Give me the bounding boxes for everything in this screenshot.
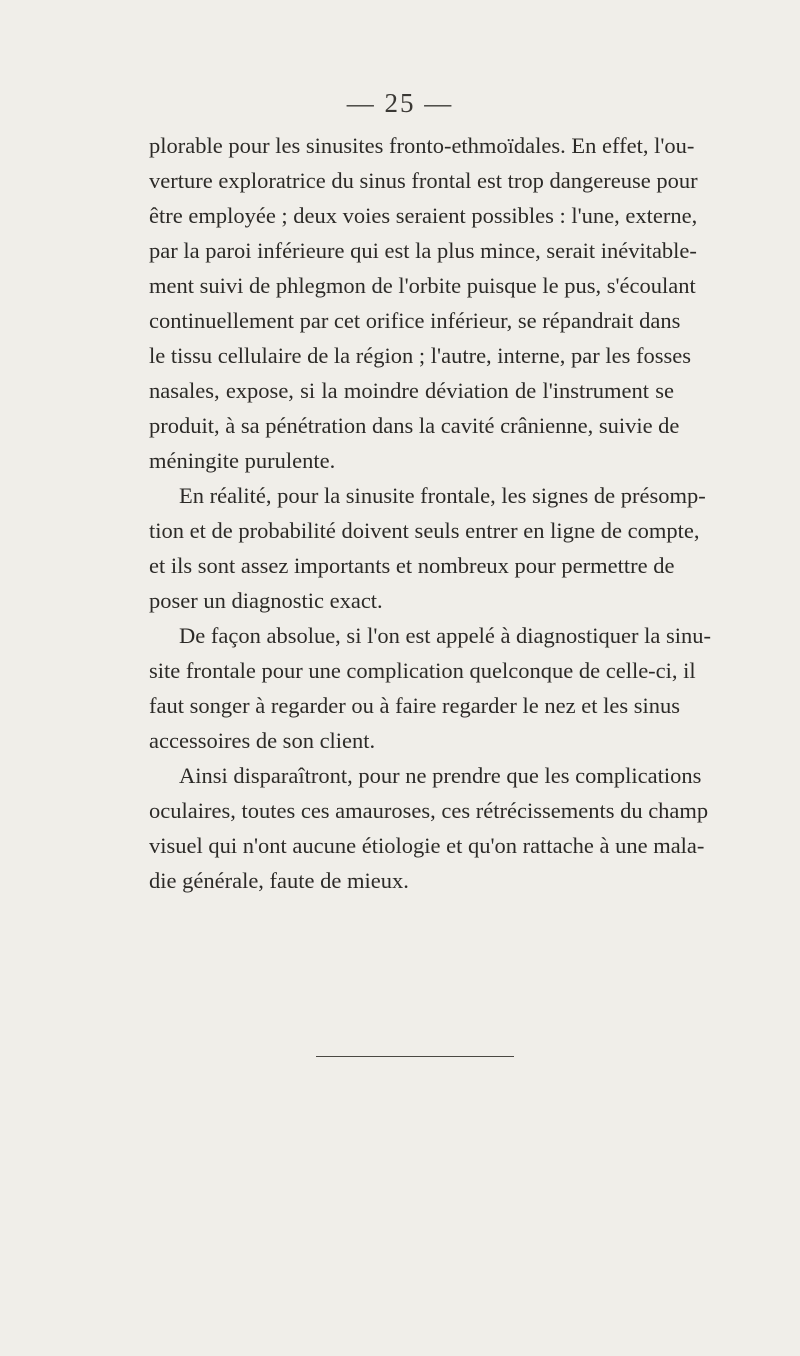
text-line: par la paroi inférieure qui est la plus mince, serait inévitable- bbox=[149, 238, 697, 263]
text-line: De façon absolue, si l'on est appelé à diagnostiquer la sinu- bbox=[179, 623, 712, 648]
text-line: die générale, faute de mieux. bbox=[149, 868, 409, 893]
text-line: être employée ; deux voies seraient possibles : l'une, externe, bbox=[149, 203, 698, 228]
paragraph-1 bbox=[149, 128, 698, 478]
paragraph-2 bbox=[149, 478, 706, 618]
text-line: produit, à sa pénétration dans la cavité crânienne, suivie de bbox=[149, 413, 680, 438]
paragraph-4 bbox=[149, 758, 709, 898]
text-line: méningite purulente. bbox=[149, 448, 336, 473]
text-line: site frontale pour une complication quelconque de celle-ci, il bbox=[149, 658, 696, 683]
text-line: poser un diagnostic exact. bbox=[149, 588, 383, 613]
text-line: plorable pour les sinusites fronto-ethmoïdales. En effet, l'ou- bbox=[149, 133, 695, 158]
text-line: faut songer à regarder ou à faire regarder le nez et les sinus bbox=[149, 693, 680, 718]
text-line: accessoires de son client. bbox=[149, 728, 376, 753]
text-line: nasales, expose, si la moindre déviation de l'instrument se bbox=[149, 378, 674, 403]
text-line: visuel qui n'ont aucune étiologie et qu'on rattache à une mala- bbox=[149, 833, 705, 858]
horizontal-rule bbox=[316, 1056, 514, 1057]
text-line: ment suivi de phlegmon de l'orbite puisque le pus, s'écoulant bbox=[149, 273, 696, 298]
text-line: Ainsi disparaîtront, pour ne prendre que les complications bbox=[179, 763, 702, 788]
body-text bbox=[149, 128, 712, 898]
page-number: — 25 — bbox=[346, 88, 454, 118]
text-line: le tissu cellulaire de la région ; l'autre, interne, par les fosses bbox=[149, 343, 691, 368]
text-line: et ils sont assez importants et nombreux pour permettre de bbox=[149, 553, 675, 578]
paragraph-3 bbox=[149, 618, 712, 758]
text-line: En réalité, pour la sinusite frontale, les signes de présomp- bbox=[179, 483, 706, 508]
text-line: tion et de probabilité doivent seuls entrer en ligne de compte, bbox=[149, 518, 700, 543]
text-line: verture exploratrice du sinus frontal est trop dangereuse pour bbox=[149, 168, 698, 193]
text-line: oculaires, toutes ces amauroses, ces rétrécissements du champ bbox=[149, 798, 709, 823]
text-line: continuellement par cet orifice inférieur, se répandrait dans bbox=[149, 308, 681, 333]
